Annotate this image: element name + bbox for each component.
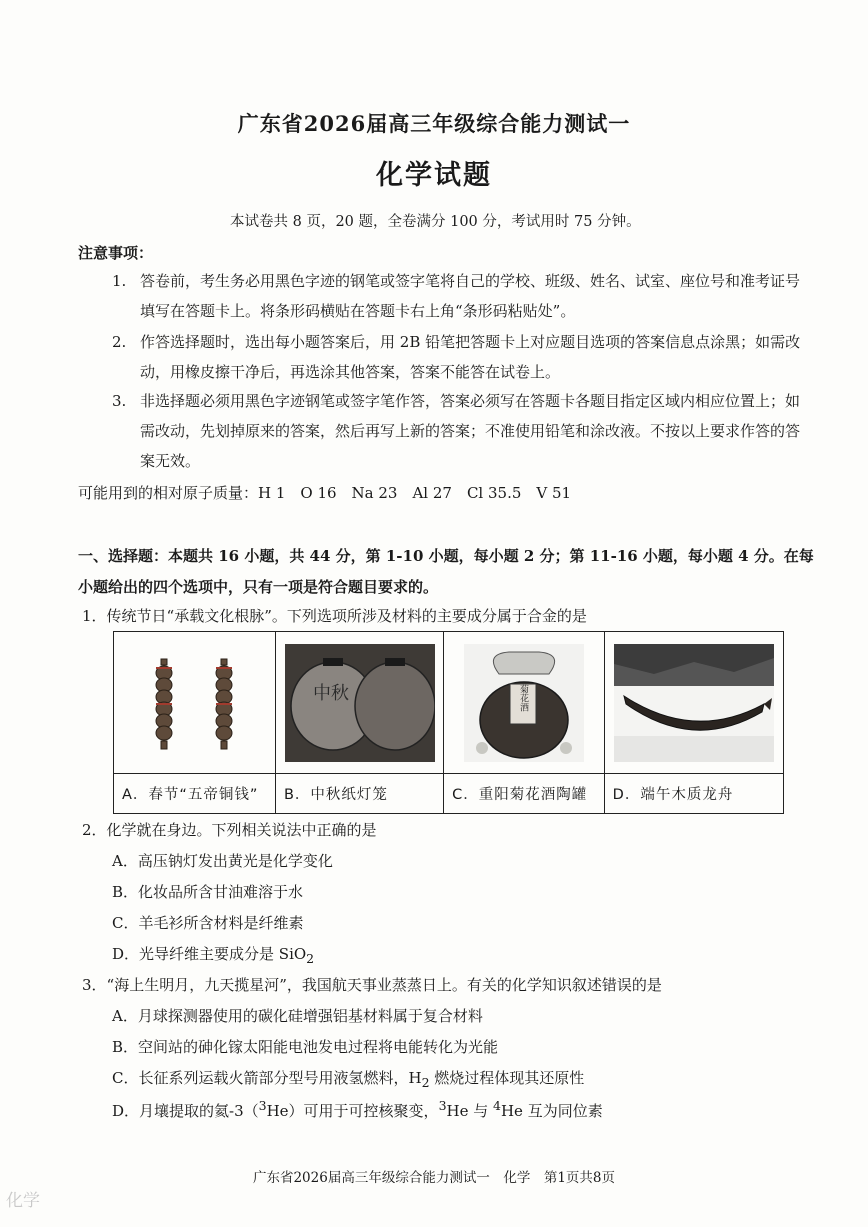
- dragon-boat-icon: [614, 644, 774, 762]
- option-text: He）可用于可控核聚变，: [266, 1102, 439, 1120]
- question-2-option-b: B．化妆品所含甘油难溶于水: [112, 883, 304, 901]
- option-text: He 互为同位素: [500, 1102, 603, 1120]
- image-wine-jar: [444, 632, 605, 774]
- question-2-option-c: C．羊毛衫所含材料是纤维素: [112, 914, 304, 932]
- image-paper-lantern: [275, 632, 443, 774]
- watermark: 化学: [6, 1191, 40, 1211]
- option-text: C．长征系列运载火箭部分型号用液氢燃料，H: [112, 1069, 422, 1087]
- notice-item-2: [112, 327, 807, 387]
- notice-item-3: [112, 386, 807, 476]
- notice-heading: 注意事项：: [78, 244, 154, 262]
- option-c-caption: C．重阳菊花酒陶罐: [444, 774, 605, 814]
- subscript: 2: [306, 951, 315, 966]
- question-3-option-c: [112, 1067, 584, 1090]
- notice-item-1: [112, 266, 807, 326]
- superscript: 3: [438, 1098, 447, 1113]
- question-3-stem: 3．“海上生明月，九天揽星河”，我国航天事业蒸蒸日上。有关的化学知识叙述错误的是: [82, 976, 662, 994]
- notice-item-text: 非选择题必须用黑色字迹钢笔或签字笔作答，答案必须写在答题卡各题目指定区域内相应位置上；如需改动，先划掉原来的答案，然后再写上新的答案；不准使用铅笔和涂改液。不按以上要求作答的答案无效。: [140, 392, 801, 470]
- option-a-caption: A．春节“五帝铜钱”: [114, 774, 276, 814]
- exam-title: 广东省2026届高三年级综合能力测试一: [237, 111, 631, 136]
- superscript: 4: [493, 1098, 501, 1113]
- option-d-caption: D．端午木质龙舟: [604, 774, 783, 814]
- wine-jar-icon: [464, 644, 584, 762]
- section-heading: 一、选择题：本题共 16 小题，共 44 分，第 1-10 小题，每小题 2 分；第 11-16 小题，每小题 4 分。在每小题给出的四个选项中，只有一项是符合题目要求的。: [78, 547, 814, 596]
- question-3-option-d: [112, 1098, 603, 1121]
- question-2-stem: 2．化学就在身边。下列相关说法中正确的是: [82, 821, 377, 839]
- option-b-caption: B．中秋纸灯笼: [275, 774, 443, 814]
- subscript: 2: [421, 1075, 430, 1090]
- exam-intro: 本试卷共 8 页，20 题，全卷满分 100 分，考试用时 75 分钟。: [230, 214, 641, 230]
- question-2-option-a: A．高压钠灯发出黄光是化学变化: [112, 852, 333, 870]
- question-1-image-table: [113, 631, 784, 814]
- notice-item-number: 2.: [112, 333, 127, 351]
- image-dragon-boat: [604, 632, 783, 774]
- superscript: 3: [258, 1098, 267, 1113]
- paper-lantern-icon: [285, 644, 435, 762]
- jar-label: 菊花酒: [517, 684, 528, 711]
- option-text: He 与: [446, 1102, 494, 1120]
- question-1-stem: 1．传统节日“承载文化根脉”。下列选项所涉及材料的主要成分属于合金的是: [82, 607, 587, 625]
- bronze-coins-icon: [134, 653, 254, 753]
- option-text: D．月壤提取的氦-3（: [112, 1102, 259, 1120]
- page-footer: 广东省2026届高三年级综合能力测试一 化学 第1页共8页: [252, 1170, 616, 1186]
- question-3-option-b: B．空间站的砷化镓太阳能电池发电过程将电能转化为光能: [112, 1038, 499, 1056]
- option-text: 燃烧过程体现其还原性: [429, 1069, 585, 1087]
- subject-title: 化学试题: [376, 160, 492, 191]
- notice-item-number: 1.: [112, 272, 127, 290]
- lantern-text: 中秋: [312, 682, 349, 704]
- notice-item-text: 答卷前，考生务必用黑色字迹的钢笔或签字笔将自己的学校、班级、姓名、试室、座位号和准考证号填写在答题卡上。将条形码横贴在答题卡右上角“条形码粘贴处”。: [140, 272, 801, 320]
- atomic-masses: 可能用到的相对原子质量：H 1 O 16 Na 23 Al 27 Cl 35.5 V 51: [78, 484, 572, 502]
- notice-item-text: 作答选择题时，选出每小题答案后，用 2B 铅笔把答题卡上对应题目选项的答案信息点涂黑；如需改动，用橡皮擦干净后，再选涂其他答案，答案不能答在试卷上。: [140, 333, 801, 381]
- notice-item-number: 3.: [112, 392, 127, 410]
- image-bronze-coins: [114, 632, 276, 774]
- question-3-option-a: A．月球探测器使用的碳化硅增强铝基材料属于复合材料: [112, 1007, 483, 1025]
- question-2-option-d: [112, 943, 314, 966]
- option-text: D．光导纤维主要成分是 SiO: [112, 945, 307, 963]
